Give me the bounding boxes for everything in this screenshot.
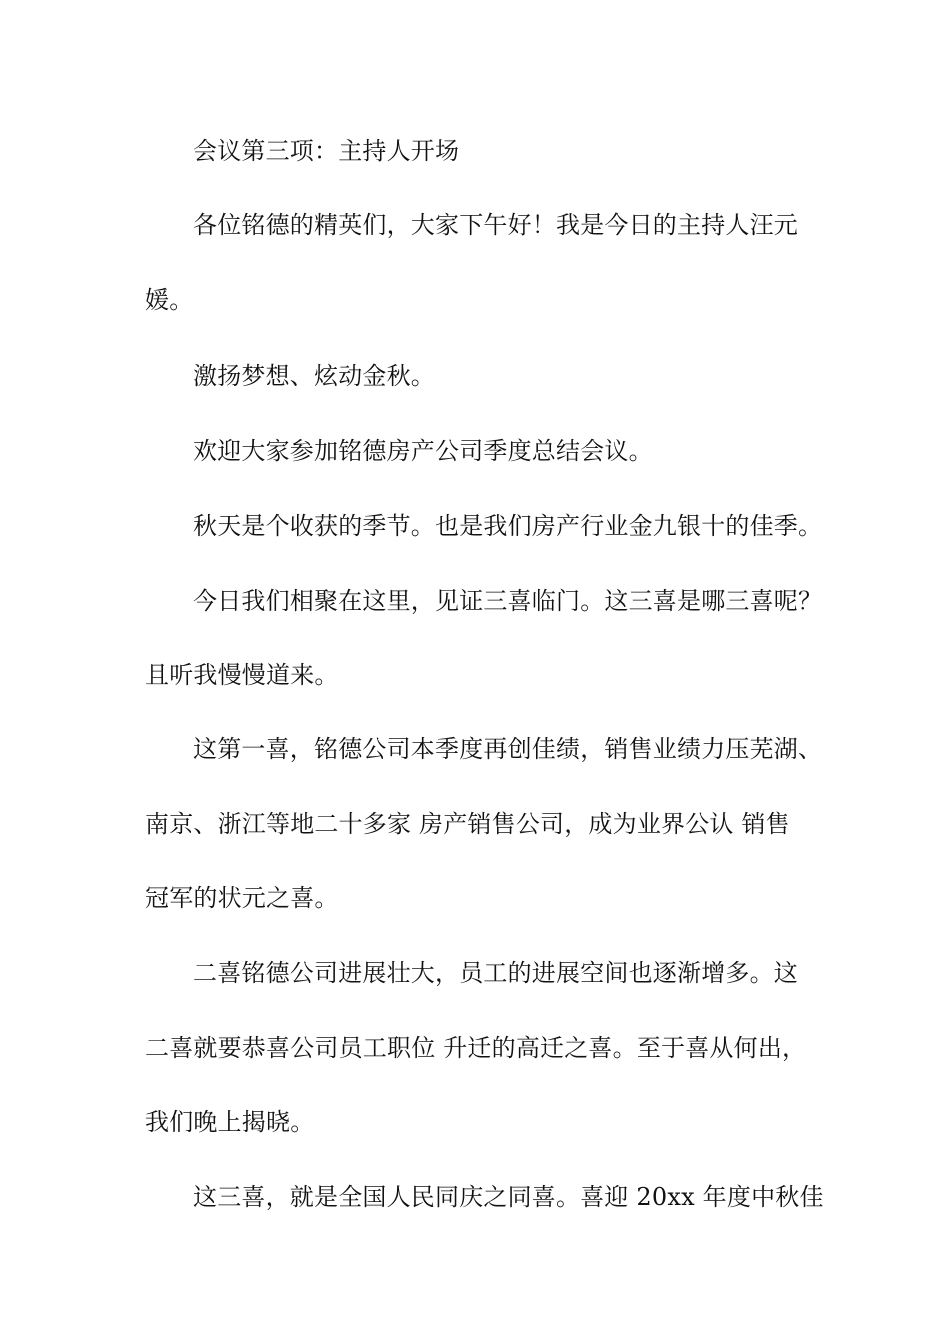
paragraph-line: 这第一喜，铭德公司本季度再创佳绩，销售业绩力压芜湖、 bbox=[193, 735, 823, 763]
paragraph-line: 二喜铭德公司进展壮大，员工的进展空间也逐渐增多。这 bbox=[193, 959, 798, 987]
paragraph-line: 这三喜，就是全国人民同庆之同喜。喜迎 20xx 年度中秋佳 bbox=[193, 1183, 824, 1211]
paragraph-line: 媛。 bbox=[145, 286, 194, 314]
paragraph-line: 南京、浙江等地二十多家 房产销售公司，成为业界公认 销售 bbox=[145, 810, 790, 838]
paragraph-line: 欢迎大家参加铭德房产公司季度总结会议。 bbox=[193, 437, 653, 465]
section-heading: 会议第三项：主持人开场 bbox=[193, 137, 460, 165]
paragraph-line: 二喜就要恭喜公司员工职位 升迁的高迁之喜。至于喜从何出， bbox=[145, 1034, 807, 1062]
paragraph-line: 我们晚上揭晓。 bbox=[145, 1108, 315, 1136]
paragraph-line: 冠军的状元之喜。 bbox=[145, 884, 339, 912]
paragraph-line: 今日我们相聚在这里，见证三喜临门。这三喜是哪三喜呢？ bbox=[193, 587, 823, 615]
paragraph-line: 各位铭德的精英们，大家下午好！我是今日的主持人汪元 bbox=[193, 211, 798, 239]
paragraph-line: 秋天是个收获的季节。也是我们房产行业金九银十的佳季。 bbox=[193, 512, 823, 540]
paragraph-line: 且听我慢慢道来。 bbox=[145, 661, 339, 689]
paragraph-line: 激扬梦想、炫动金秋。 bbox=[193, 362, 435, 390]
